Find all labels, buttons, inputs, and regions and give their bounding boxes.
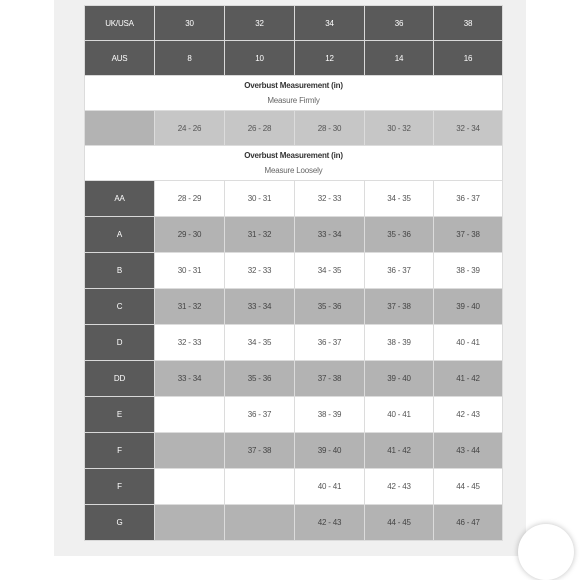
cup-label: G: [85, 505, 155, 541]
measurement-cell: [155, 433, 225, 469]
section-header-loose: [85, 146, 503, 181]
measurement-cell: 40 - 41: [365, 397, 434, 433]
measurement-cell: 28 - 29: [155, 181, 225, 217]
cup-row-g: [85, 505, 503, 541]
measurement-cell: 39 - 40: [434, 289, 503, 325]
measurement-cell: 38 - 39: [295, 397, 365, 433]
loose-header-row: [85, 146, 503, 181]
size-cell: 8: [155, 41, 225, 76]
measurement-cell: 29 - 30: [155, 217, 225, 253]
measurement-cell: 36 - 37: [295, 325, 365, 361]
measurement-cell: 30 - 31: [155, 253, 225, 289]
cup-label: D: [85, 325, 155, 361]
measurement-cell: 31 - 32: [225, 217, 295, 253]
measurement-cell: 32 - 33: [155, 325, 225, 361]
measurement-cell: 42 - 43: [365, 469, 434, 505]
section-header-firm: [85, 76, 503, 111]
bra-size-chart: [84, 5, 503, 541]
firm-measurement-row: [85, 111, 503, 146]
measurement-cell: 40 - 41: [295, 469, 365, 505]
measurement-cell: 37 - 38: [225, 433, 295, 469]
size-row-uk-usa: [85, 6, 503, 41]
firm-header-row: [85, 76, 503, 111]
cup-label: C: [85, 289, 155, 325]
measurement-cell: [155, 505, 225, 541]
size-cell: 34: [295, 6, 365, 41]
measurement-cell: 42 - 43: [295, 505, 365, 541]
measurement-cell: [155, 397, 225, 433]
measurement-cell: 35 - 36: [225, 361, 295, 397]
size-row-aus: [85, 41, 503, 76]
measurement-cell: 30 - 31: [225, 181, 295, 217]
measurement-cell: 33 - 34: [155, 361, 225, 397]
measurement-cell: 28 - 30: [295, 111, 365, 146]
cup-label: F: [85, 433, 155, 469]
cup-label: AA: [85, 181, 155, 217]
measurement-cell: 32 - 33: [295, 181, 365, 217]
measurement-cell: 32 - 34: [434, 111, 503, 146]
measurement-cell: [225, 469, 295, 505]
measurement-cell: 24 - 26: [155, 111, 225, 146]
measurement-cell: 44 - 45: [365, 505, 434, 541]
row-label: AUS: [85, 41, 155, 76]
section-subtitle: Measure Firmly: [267, 96, 320, 105]
size-cell: 38: [434, 6, 503, 41]
row-label: [85, 111, 155, 146]
section-title: Overbust Measurement (in): [244, 81, 343, 90]
section-subtitle: Measure Loosely: [264, 166, 323, 175]
measurement-cell: 37 - 38: [365, 289, 434, 325]
cup-row-f-second: [85, 469, 503, 505]
measurement-cell: 36 - 37: [365, 253, 434, 289]
measurement-cell: 36 - 37: [434, 181, 503, 217]
cup-label: DD: [85, 361, 155, 397]
cup-label: A: [85, 217, 155, 253]
size-cell: 30: [155, 6, 225, 41]
measurement-cell: 34 - 35: [295, 253, 365, 289]
row-label: UK/USA: [85, 6, 155, 41]
measurement-cell: 38 - 39: [365, 325, 434, 361]
measurement-cell: 37 - 38: [434, 217, 503, 253]
measurement-cell: 39 - 40: [365, 361, 434, 397]
measurement-cell: 46 - 47: [434, 505, 503, 541]
cup-row-b: [85, 253, 503, 289]
measurement-cell: 26 - 28: [225, 111, 295, 146]
cup-label: E: [85, 397, 155, 433]
size-cell: 12: [295, 41, 365, 76]
measurement-cell: [225, 505, 295, 541]
measurement-cell: 34 - 35: [365, 181, 434, 217]
cup-row-dd: [85, 361, 503, 397]
cup-row-e: [85, 397, 503, 433]
measurement-cell: 36 - 37: [225, 397, 295, 433]
measurement-cell: 32 - 33: [225, 253, 295, 289]
measurement-cell: 38 - 39: [434, 253, 503, 289]
measurement-cell: 41 - 42: [365, 433, 434, 469]
measurement-cell: 30 - 32: [365, 111, 434, 146]
size-cell: 32: [225, 6, 295, 41]
measurement-cell: 44 - 45: [434, 469, 503, 505]
cup-row-aa: [85, 181, 503, 217]
cup-row-c: [85, 289, 503, 325]
corner-circle-button[interactable]: [518, 524, 574, 580]
size-cell: 16: [434, 41, 503, 76]
measurement-cell: [155, 469, 225, 505]
measurement-cell: 31 - 32: [155, 289, 225, 325]
cup-label: B: [85, 253, 155, 289]
size-cell: 10: [225, 41, 295, 76]
section-title: Overbust Measurement (in): [244, 151, 343, 160]
measurement-cell: 33 - 34: [295, 217, 365, 253]
measurement-cell: 35 - 36: [365, 217, 434, 253]
measurement-cell: 40 - 41: [434, 325, 503, 361]
cup-label: F: [85, 469, 155, 505]
measurement-cell: 43 - 44: [434, 433, 503, 469]
measurement-cell: 41 - 42: [434, 361, 503, 397]
measurement-cell: 42 - 43: [434, 397, 503, 433]
measurement-cell: 34 - 35: [225, 325, 295, 361]
size-cell: 14: [365, 41, 434, 76]
cup-row-a: [85, 217, 503, 253]
measurement-cell: 37 - 38: [295, 361, 365, 397]
size-cell: 36: [365, 6, 434, 41]
cup-row-f: [85, 433, 503, 469]
measurement-cell: 33 - 34: [225, 289, 295, 325]
measurement-cell: 35 - 36: [295, 289, 365, 325]
cup-row-d: [85, 325, 503, 361]
measurement-cell: 39 - 40: [295, 433, 365, 469]
